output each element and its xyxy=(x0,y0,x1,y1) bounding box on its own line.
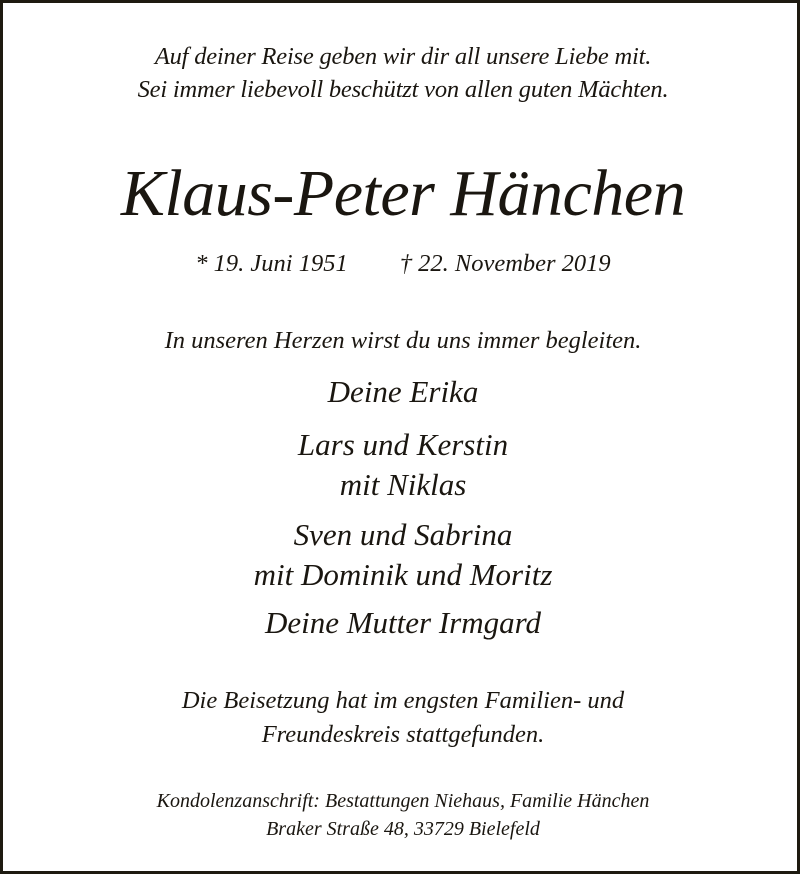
mourner-lars-kerstin: Lars und Kerstin xyxy=(297,427,509,462)
funeral-note-line-2: Freundeskreis stattgefunden. xyxy=(261,721,545,748)
motto-line-2: Sei immer liebevoll beschützt von allen guten Mächten. xyxy=(137,76,669,103)
condolence-address-line-1: Kondolenzanschrift: Bestattungen Niehaus, Familie Hänchen xyxy=(156,790,650,812)
mourner-dominik-moritz: mit Dominik und Moritz xyxy=(253,557,553,592)
life-dates xyxy=(3,250,800,278)
mourner-irmgard: Deine Mutter Irmgard xyxy=(264,605,542,640)
motto-line-1: Auf deiner Reise geben wir dir all unsere Liebe mit. xyxy=(154,43,652,70)
deceased-name: Klaus-Peter Hänchen xyxy=(120,157,686,230)
mourner-sven-sabrina: Sven und Sabrina xyxy=(293,517,513,552)
funeral-note-line-1: Die Beisetzung hat im engsten Familien- und xyxy=(181,687,625,714)
mourner-erika: Deine Erika xyxy=(327,374,479,409)
tribute-line: In unseren Herzen wirst du uns immer begleiten. xyxy=(164,327,642,354)
birth-date: * 19. Juni 1951 xyxy=(195,250,348,277)
condolence-address-line-2: Braker Straße 48, 33729 Bielefeld xyxy=(266,818,540,840)
mourner-niklas: mit Niklas xyxy=(339,467,467,502)
death-date: † 22. November 2019 xyxy=(399,250,611,277)
